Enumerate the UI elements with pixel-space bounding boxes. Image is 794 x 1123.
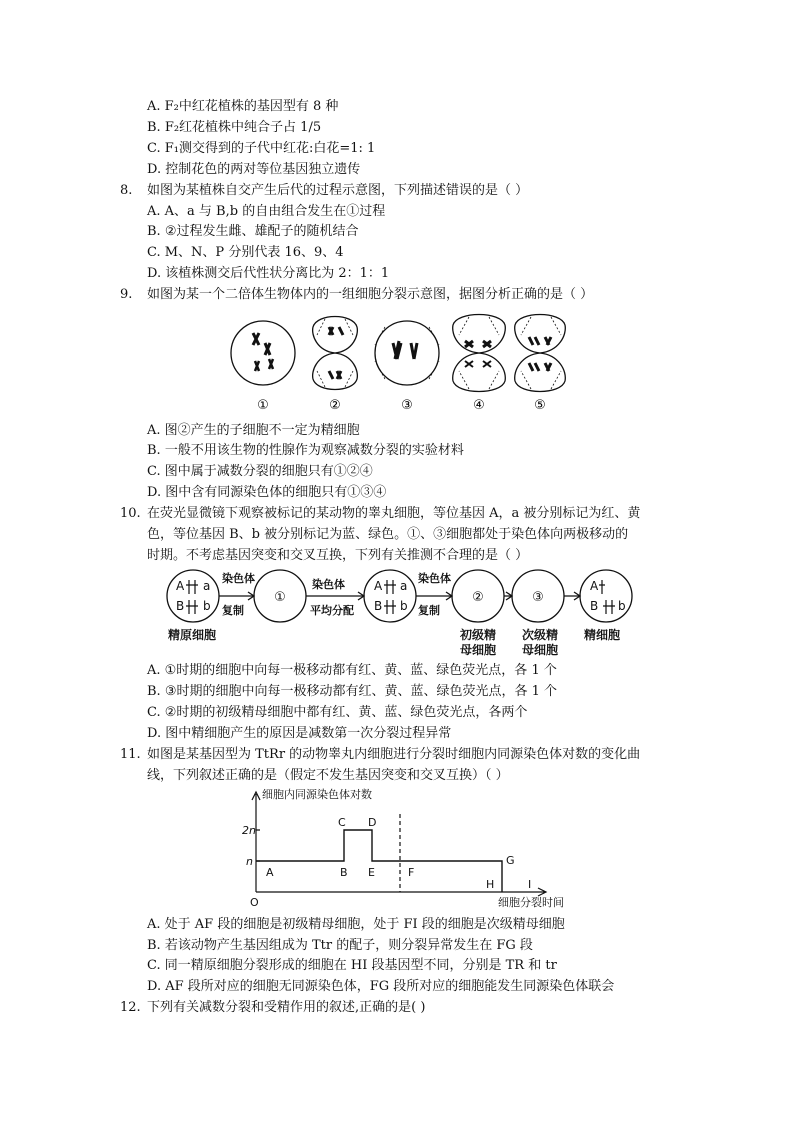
q7-option-c: C. F₁测交得到的子代中红花:白花=1: 1 xyxy=(147,141,376,156)
q10-number: 10. xyxy=(120,506,141,521)
q11-stem-line-1: 如图是某基因型为 TtRr 的动物睾丸内细胞进行分裂时细胞内同源染色体对数的变化曲 xyxy=(147,747,641,762)
arrow3-top: 染色体 xyxy=(418,572,451,585)
q9-option-b: B. 一般不用该生物的性腺作为观察减数分裂的实验材料 xyxy=(147,443,464,458)
q7-option-b: B. F₂红花植株中纯合子占 1/5 xyxy=(147,120,322,135)
circle-2-label: ② xyxy=(472,590,484,605)
q9-number: 9. xyxy=(120,287,133,302)
point-D: D xyxy=(368,816,377,829)
cell3-gene-a: a xyxy=(400,579,408,593)
point-B: B xyxy=(340,866,348,879)
q11-option-a: A. 处于 AF 段的细胞是初级精母细胞，处于 FI 段的细胞是次级精母细胞 xyxy=(147,917,565,932)
tick-n: n xyxy=(246,855,253,868)
cell1-gene-b: b xyxy=(203,599,211,613)
q10-stem-line-3: 时期。不考虑基因突变和交叉互换，下列有关推测不合理的是（ ） xyxy=(147,548,529,563)
q7-option-d: D. 控制花色的两对等位基因独立遗传 xyxy=(147,162,361,177)
cell-label-5: ⑤ xyxy=(534,398,546,413)
chart-ylabel: 细胞内同源染色体对数 xyxy=(262,788,372,801)
chart-xlabel: 细胞分裂时间 xyxy=(498,896,564,909)
q11-option-c: C. 同一精原细胞分裂形成的细胞在 HI 段基因型不同，分别是 TR 和 tr xyxy=(147,958,557,973)
q11-stem-line-2: 线，下列叙述正确的是（假定不发生基因突变和交叉互换）（ ） xyxy=(147,768,509,783)
homologous-pairs-chart xyxy=(230,784,580,910)
cell1-gene-a: a xyxy=(203,579,211,593)
arrow1-top: 染色体 xyxy=(222,572,255,585)
cell-label-1: ① xyxy=(257,398,269,413)
cell1-gene-B: B xyxy=(176,599,185,613)
point-H: H xyxy=(486,878,495,891)
cell-division-figure xyxy=(225,305,575,415)
q9-option-d: D. 图中含有同源染色体的细胞只有①③④ xyxy=(147,485,387,500)
celllast-gene-b: b xyxy=(618,599,626,613)
spermatogenesis-diagram xyxy=(160,566,635,658)
point-A: A xyxy=(266,866,274,879)
q8-stem: 如图为某植株自交产生后代的过程示意图，下列描述错误的是（ ） xyxy=(147,183,529,198)
cell-label-2: ② xyxy=(329,398,341,413)
q10-stem-line-2: 色，等位基因 B、b 被分别标记为蓝、绿色。①、③细胞都处于染色体向两极移动的 xyxy=(147,527,629,542)
q8-option-d: D. 该植株测交后代性状分离比为 2：1：1 xyxy=(147,266,390,281)
cell-5-outline xyxy=(515,315,566,392)
point-C: C xyxy=(338,816,346,829)
point-I: I xyxy=(528,878,532,891)
q9-option-c: C. 图中属于减数分裂的细胞只有①②④ xyxy=(147,464,373,479)
q8-option-b: B. ②过程发生雌、雄配子的随机结合 xyxy=(147,224,359,239)
y-axis xyxy=(252,792,260,892)
arrow3-bottom: 复制 xyxy=(418,604,440,617)
origin-label: O xyxy=(250,896,259,909)
circle-1-label: ① xyxy=(274,590,286,605)
q9-option-a: A. 图②产生的子细胞不一定为精细胞 xyxy=(147,423,360,438)
point-G: G xyxy=(506,854,515,867)
q10-option-c: C. ②时期的初级精母细胞中都有红、黄、蓝、绿色荧光点，各两个 xyxy=(147,705,528,720)
q12-number: 12. xyxy=(120,1000,141,1015)
circle-3-label: ③ xyxy=(532,590,544,605)
cell-2-outline xyxy=(313,317,358,390)
cell-1-circle xyxy=(231,321,295,385)
q8-number: 8. xyxy=(120,183,133,198)
q11-option-d: D. AF 段所对应的细胞无同源染色体，FG 段所对应的细胞能发生同源染色体联会 xyxy=(147,979,615,994)
tick-2n: 2n xyxy=(242,824,256,837)
cell3-gene-b: b xyxy=(400,599,408,613)
q9-stem: 如图为某一个二倍体生物体内的一组细胞分裂示意图，据图分析正确的是（ ） xyxy=(147,287,594,302)
label-secondary-line2: 母细胞 xyxy=(522,643,559,657)
label-primary-line1: 初级精 xyxy=(460,628,497,642)
cell3-gene-B: B xyxy=(374,599,383,613)
label-sperm: 精细胞 xyxy=(584,628,621,642)
point-E: E xyxy=(368,866,375,879)
data-line xyxy=(256,830,502,892)
label-primary-line2: 母细胞 xyxy=(460,643,497,657)
cell-4-outline xyxy=(453,315,506,392)
cell3-gene-A: A xyxy=(374,579,383,593)
arrow2-top: 染色体 xyxy=(312,578,345,591)
q11-option-b: B. 若该动物产生基因组成为 Ttr 的配子，则分裂异常发生在 FG 段 xyxy=(147,938,533,953)
q7-option-a: A. F₂中红花植株的基因型有 8 种 xyxy=(147,99,339,114)
arrow2-bottom: 平均分配 xyxy=(310,604,354,617)
cell-label-3: ③ xyxy=(401,398,413,413)
q10-option-a: A. ①时期的细胞中向每一极移动都有红、黄、蓝、绿色荧光点，各 1 个 xyxy=(147,663,557,678)
cell-3-circle xyxy=(375,321,439,385)
q8-option-c: C. M、N、P 分别代表 16、9、4 xyxy=(147,245,344,260)
arrow1-bottom: 复制 xyxy=(222,604,244,617)
q12-stem: 下列有关减数分裂和受精作用的叙述,正确的是( ) xyxy=(147,1000,426,1015)
q10-stem-line-1: 在荧光显微镜下观察被标记的某动物的睾丸细胞，等位基因 A，a 被分别标记为红、黄 xyxy=(147,506,641,521)
q11-number: 11. xyxy=(120,747,141,762)
label-spermatogonium: 精原细胞 xyxy=(168,628,217,642)
celllast-gene-B: B xyxy=(590,599,599,613)
q10-option-b: B. ③时期的细胞中向每一极移动都有红、黄、蓝、绿色荧光点，各 1 个 xyxy=(147,684,558,699)
point-F: F xyxy=(408,866,415,879)
q10-option-d: D. 图中精细胞产生的原因是减数第一次分裂过程异常 xyxy=(147,726,452,741)
q8-option-a: A. A、a 与 B,b 的自由组合发生在①过程 xyxy=(147,204,386,219)
cell-label-4: ④ xyxy=(473,398,485,413)
label-secondary-line1: 次级精 xyxy=(522,628,559,642)
celllast-gene-A: A xyxy=(590,579,599,593)
cell1-gene-A: A xyxy=(176,579,185,593)
